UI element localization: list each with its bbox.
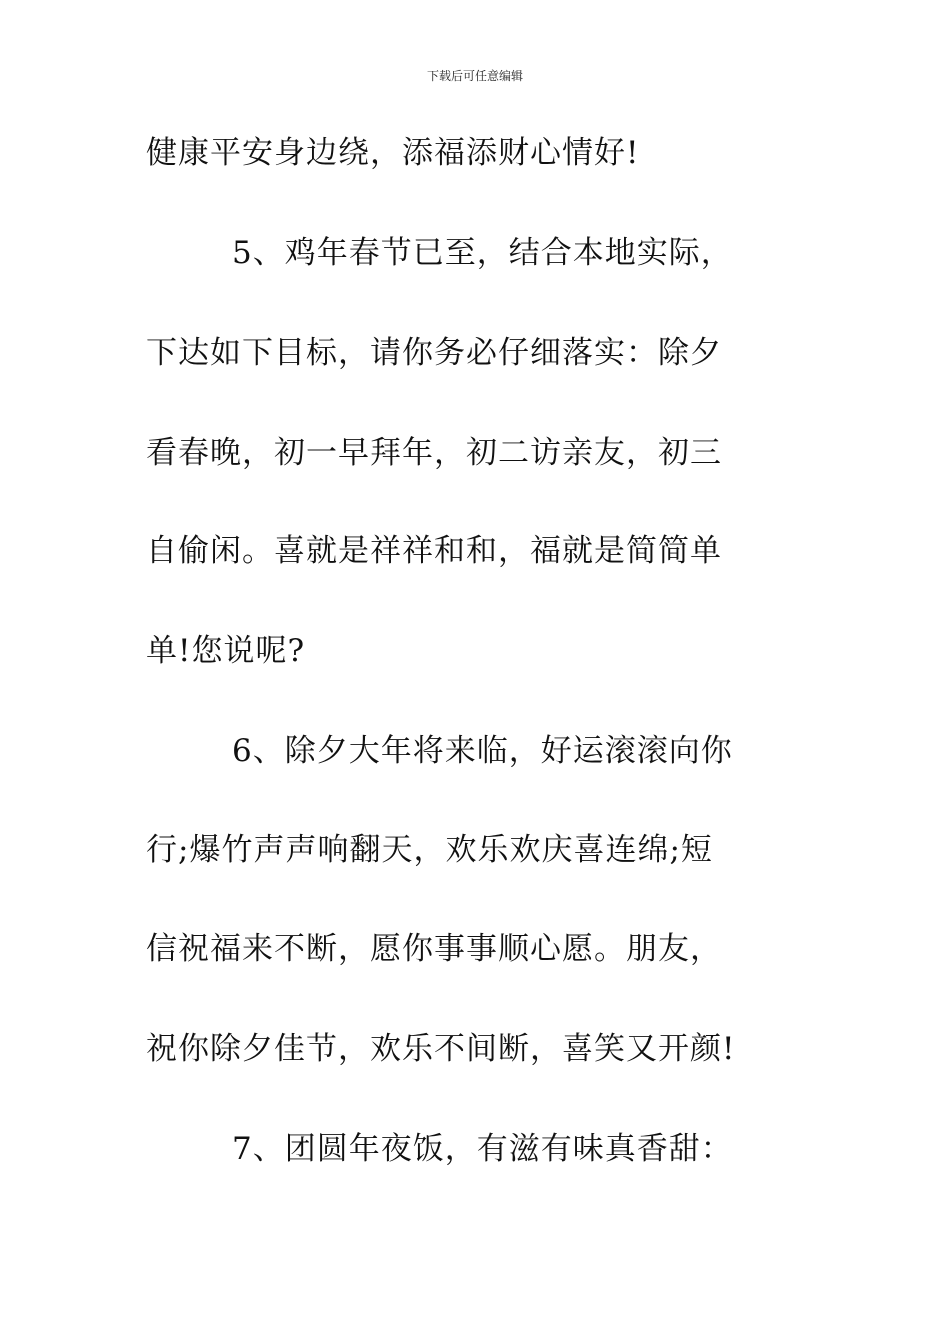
- text-line-9: 信祝福来不断，愿你事事顺心愿。朋友，: [146, 931, 722, 967]
- text-line-1: 健康平安身边绕，添福添财心情好!: [146, 135, 640, 171]
- text-line-11: 7、团圆年夜饭，有滋有味真香甜：: [232, 1131, 733, 1167]
- text-line-6: 单!您说呢?: [146, 633, 306, 669]
- text-line-2: 5、鸡年春节已至，结合本地实际，: [232, 235, 733, 271]
- page-header: 下载后可任意编辑: [426, 69, 523, 83]
- text-line-10: 祝你除夕佳节，欢乐不间断，喜笑又开颜!: [146, 1031, 736, 1067]
- text-line-3: 下达如下目标，请你务必仔细落实：除夕: [146, 335, 722, 371]
- text-line-8: 行;爆竹声声响翻天，欢乐欢庆喜连绵;短: [146, 832, 713, 868]
- text-line-4: 看春晚，初一早拜年，初二访亲友，初三: [146, 435, 722, 471]
- text-line-5: 自偷闲。喜就是祥祥和和，福就是简简单: [146, 533, 722, 569]
- text-line-7: 6、除夕大年将来临，好运滚滚向你: [232, 733, 733, 769]
